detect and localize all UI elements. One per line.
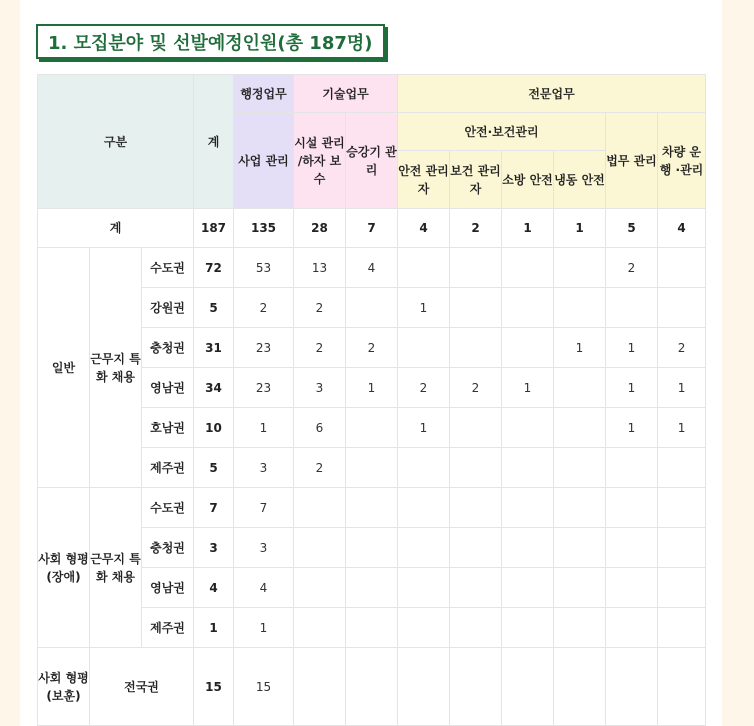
table-cell: 1 [346,368,398,408]
table-cell [502,648,554,726]
table-cell: 13 [294,248,346,288]
table-cell [398,648,450,726]
region-cell: 호남권 [142,408,194,448]
table-cell [502,328,554,368]
table-cell [294,608,346,648]
table-cell [554,288,606,328]
table-cell: 7 [346,209,398,248]
table-cell: 23 [234,328,294,368]
table-cell: 34 [194,368,234,408]
table-cell [554,368,606,408]
table-cell [554,568,606,608]
table-cell [502,408,554,448]
table-cell [502,248,554,288]
table-cell [606,448,658,488]
table-cell: 7 [234,488,294,528]
group-disabled-label: 사회 형평 (장애) [38,488,90,648]
header-cold: 냉동 안전 [554,151,606,209]
table-cell [294,488,346,528]
table-cell [658,648,706,726]
total-label: 계 [38,209,194,248]
table-cell [398,528,450,568]
region-cell: 제주권 [142,608,194,648]
header-safety-health: 안전·보건관리 [398,113,606,151]
table-cell [606,608,658,648]
table-cell [398,488,450,528]
table-cell [658,488,706,528]
table-cell [658,568,706,608]
table-cell: 72 [194,248,234,288]
header-gubun: 구분 [38,75,194,209]
table-row [38,248,706,288]
table-cell [502,488,554,528]
table-cell: 2 [606,248,658,288]
header-row-1 [38,75,706,113]
table-cell [346,488,398,528]
region-cell: 영남권 [142,368,194,408]
table-cell [606,488,658,528]
table-cell: 2 [294,288,346,328]
table-cell [294,568,346,608]
table-cell [658,528,706,568]
content-card [20,0,722,726]
table-cell: 1 [606,328,658,368]
group-veterans-label: 사회 형평 (보훈) [38,648,90,726]
header-fire: 소방 안전 [502,151,554,209]
group-general-sub: 근무지 특화 채용 [90,248,142,488]
header-elevator: 승강기 관리 [346,113,398,209]
region-cell: 제주권 [142,448,194,488]
header-health-mgr: 보건 관리자 [450,151,502,209]
table-cell [346,528,398,568]
table-cell: 28 [294,209,346,248]
table-cell: 5 [194,288,234,328]
table-cell [398,568,450,608]
table-cell: 3 [294,368,346,408]
table-cell [294,528,346,568]
table-cell: 2 [398,368,450,408]
table-row [38,648,706,726]
table-cell [554,648,606,726]
header-biz-mgmt: 사업 관리 [234,113,294,209]
header-admin: 행정업무 [234,75,294,113]
table-cell: 1 [398,288,450,328]
table-cell [450,408,502,448]
table-cell: 2 [658,328,706,368]
table-cell: 4 [658,209,706,248]
header-total: 계 [194,75,234,209]
table-row [38,488,706,528]
table-cell [554,408,606,448]
table-cell [346,648,398,726]
table-cell: 2 [450,368,502,408]
table-cell: 2 [234,288,294,328]
table-cell [346,288,398,328]
header-facility: 시설 관리 /하자 보수 [294,113,346,209]
header-vehicle: 차량 운행 ·관리 [658,113,706,209]
table-cell [606,528,658,568]
table-cell [502,448,554,488]
table-cell: 187 [194,209,234,248]
region-cell: 수도권 [142,248,194,288]
section-title: 1. 모집분야 및 선발예정인원(총 187명) [36,24,385,59]
region-cell: 영남권 [142,568,194,608]
region-cell: 수도권 [142,488,194,528]
table-cell: 1 [398,408,450,448]
table-cell [450,328,502,368]
table-cell: 2 [294,448,346,488]
total-row [38,209,706,248]
recruitment-table [37,74,706,726]
header-legal: 법무 관리 [606,113,658,209]
table-cell: 3 [234,528,294,568]
table-cell: 2 [294,328,346,368]
table-cell [450,648,502,726]
table-cell [554,608,606,648]
table-cell [554,248,606,288]
table-cell [502,608,554,648]
table-cell: 135 [234,209,294,248]
table-cell [294,648,346,726]
table-cell: 1 [658,408,706,448]
table-cell [450,248,502,288]
table-cell [398,608,450,648]
table-cell [346,568,398,608]
table-cell: 4 [346,248,398,288]
table-cell [450,608,502,648]
table-cell [554,528,606,568]
table-cell [606,648,658,726]
table-cell: 7 [194,488,234,528]
table-cell [450,568,502,608]
table-cell: 1 [234,608,294,648]
header-safety-mgr: 안전 관리자 [398,151,450,209]
table-cell [606,288,658,328]
table-cell: 5 [606,209,658,248]
table-cell [502,288,554,328]
table-cell: 3 [234,448,294,488]
table-cell: 3 [194,528,234,568]
header-tech: 기술업무 [294,75,398,113]
table-cell: 1 [606,368,658,408]
region-cell: 충청권 [142,528,194,568]
table-cell [502,528,554,568]
table-cell: 53 [234,248,294,288]
table-cell: 1 [194,608,234,648]
table-cell: 15 [194,648,234,726]
table-cell: 1 [554,209,606,248]
table-cell: 5 [194,448,234,488]
table-cell [398,248,450,288]
table-cell [554,448,606,488]
table-cell [502,568,554,608]
table-cell [346,448,398,488]
table-cell [398,448,450,488]
table-cell [398,328,450,368]
table-cell [554,488,606,528]
table-cell [346,608,398,648]
table-cell: 1 [554,328,606,368]
table-cell: 10 [194,408,234,448]
table-cell [658,608,706,648]
table-cell [658,248,706,288]
region-cell: 충청권 [142,328,194,368]
table-cell: 2 [450,209,502,248]
region-cell: 전국권 [90,648,194,726]
group-disabled-sub: 근무지 특화 채용 [90,488,142,648]
table-cell: 31 [194,328,234,368]
table-cell: 4 [194,568,234,608]
table-cell: 4 [234,568,294,608]
region-cell: 강원권 [142,288,194,328]
table-cell: 1 [502,368,554,408]
table-cell: 23 [234,368,294,408]
group-general-label: 일반 [38,248,90,488]
table-cell [606,568,658,608]
table-cell [450,528,502,568]
table-cell [450,448,502,488]
table-cell [658,288,706,328]
table-cell: 6 [294,408,346,448]
table-cell: 1 [606,408,658,448]
table-cell [658,448,706,488]
table-cell: 1 [658,368,706,408]
table-cell: 1 [502,209,554,248]
table-cell [450,488,502,528]
table-cell [346,408,398,448]
table-cell: 4 [398,209,450,248]
table-cell: 2 [346,328,398,368]
table-cell: 1 [234,408,294,448]
table-cell [450,288,502,328]
header-expert: 전문업무 [398,75,706,113]
table-cell: 15 [234,648,294,726]
